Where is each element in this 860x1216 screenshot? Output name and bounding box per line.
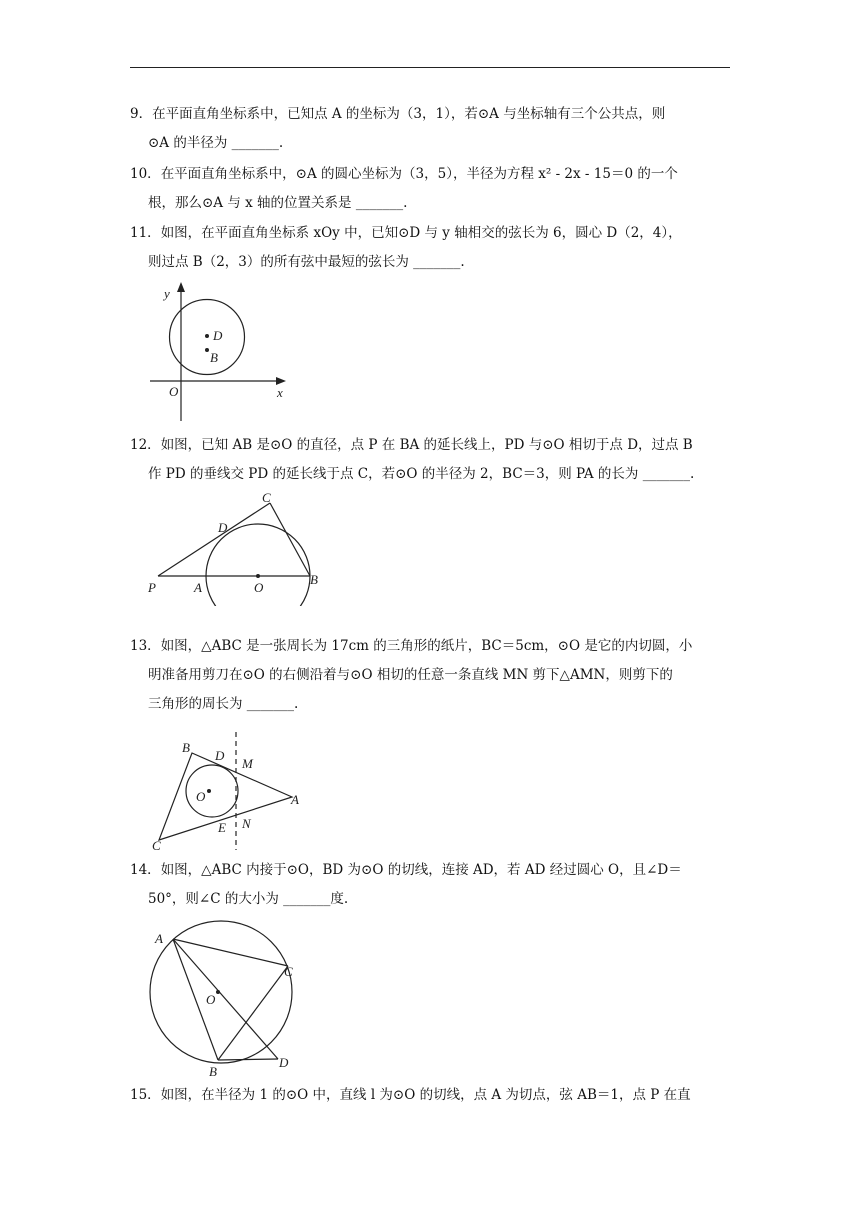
question-number: 9． [130,106,153,122]
question-text: 如图，在半径为 1 的⊙O 中，直线 l 为⊙O 的切线，点 A 为切点，弦 AB＝1，点 P 在直 [160,1087,691,1103]
question-15 [130,1081,730,1110]
line-ad [173,939,278,1059]
question-12 [130,431,730,489]
question-text: 在平面直角坐标系中，已知点 A 的坐标为（3，1），若⊙A 与坐标轴有三个公共点，则 [152,106,666,122]
label-b: B [310,572,318,587]
label-d: D [218,520,228,535]
line-ac [173,939,288,966]
line-bd [218,1059,278,1060]
label-d: D [215,748,225,763]
point-d [205,334,209,338]
label-b: B [210,350,218,365]
label-p: P [148,580,156,595]
label-c: C [262,490,271,505]
x-axis-arrow [276,377,286,385]
question-text: 明准备用剪刀在⊙O 的右侧沿着与⊙O 相切的任意一条直线 MN 剪下△AMN，则剪下的 [148,667,673,683]
label-c: C [284,964,293,979]
question-text: 50°，则∠C 的大小为 _______度. [148,891,349,907]
question-text: 如图，△ABC 内接于⊙O，BD 为⊙O 的切线，连接 AD，若 AD 经过圆心 O，且∠D＝ [160,862,682,878]
question-text: ⊙A 的半径为 _______. [148,135,284,151]
line-pc [158,503,270,576]
circle-o [150,921,292,1063]
label-o: O [206,992,216,1007]
label-d: D [213,328,223,343]
figure-11 [140,280,300,430]
header-rule [130,67,730,68]
label-n: N [242,816,251,831]
figure-13 [148,728,318,854]
question-number: 13． [130,638,161,654]
line-cb [218,966,288,1060]
question-11 [130,219,730,277]
question-number: 10． [130,166,161,182]
question-text: 如图，已知 AB 是⊙O 的直径，点 P 在 BA 的延长线上，PD 与⊙O 相切于点 D，过点 B [160,437,693,453]
label-a: A [194,580,202,595]
question-number: 11． [130,225,161,241]
label-x: x [277,385,283,400]
label-c: C [152,838,161,853]
question-number: 14． [130,862,161,878]
label-o: O [254,580,264,595]
question-13 [130,632,730,719]
question-10 [130,160,730,218]
label-d: D [279,1055,289,1070]
label-a: A [155,931,163,946]
question-text: 如图，△ABC 是一张周长为 17cm 的三角形的纸片，BC＝5cm，⊙O 是它的内切圆，小 [160,638,693,654]
point-o [256,574,260,578]
label-b: B [182,740,190,755]
question-14 [130,856,730,914]
line-cb [270,503,310,576]
label-o: O [169,384,179,399]
question-text: 作 PD 的垂线交 PD 的延长线于点 C，若⊙O 的半径为 2，BC＝3，则 PA 的长为 _______. [148,466,695,482]
question-9 [130,100,730,158]
label-a: A [291,792,299,807]
label-e: E [218,820,226,835]
question-text: 如图，在平面直角坐标系 xOy 中，已知⊙D 与 y 轴相交的弦长为 6，圆心 D（2，4）， [160,225,682,241]
question-number: 12． [130,437,161,453]
point-o [216,990,220,994]
label-b: B [209,1064,217,1079]
question-text: 在平面直角坐标系中，⊙A 的圆心坐标为（3，5），半径为方程 x² - 2x - 15＝0 的一个 [160,166,678,182]
figure-12 [140,488,340,606]
question-text: 则过点 B（2，3）的所有弦中最短的弦长为 _______. [148,254,465,270]
point-b [205,348,209,352]
label-m: M [242,756,253,771]
figure-14 [145,920,305,1080]
label-y: y [164,286,170,301]
incircle-o [186,765,238,817]
question-text: 三角形的周长为 _______. [148,696,299,712]
label-o: O [196,789,206,804]
question-number: 15． [130,1087,161,1103]
question-text: 根，那么⊙A 与 x 轴的位置关系是 _______. [148,195,408,211]
point-o [207,789,211,793]
y-axis-arrow [177,282,185,292]
